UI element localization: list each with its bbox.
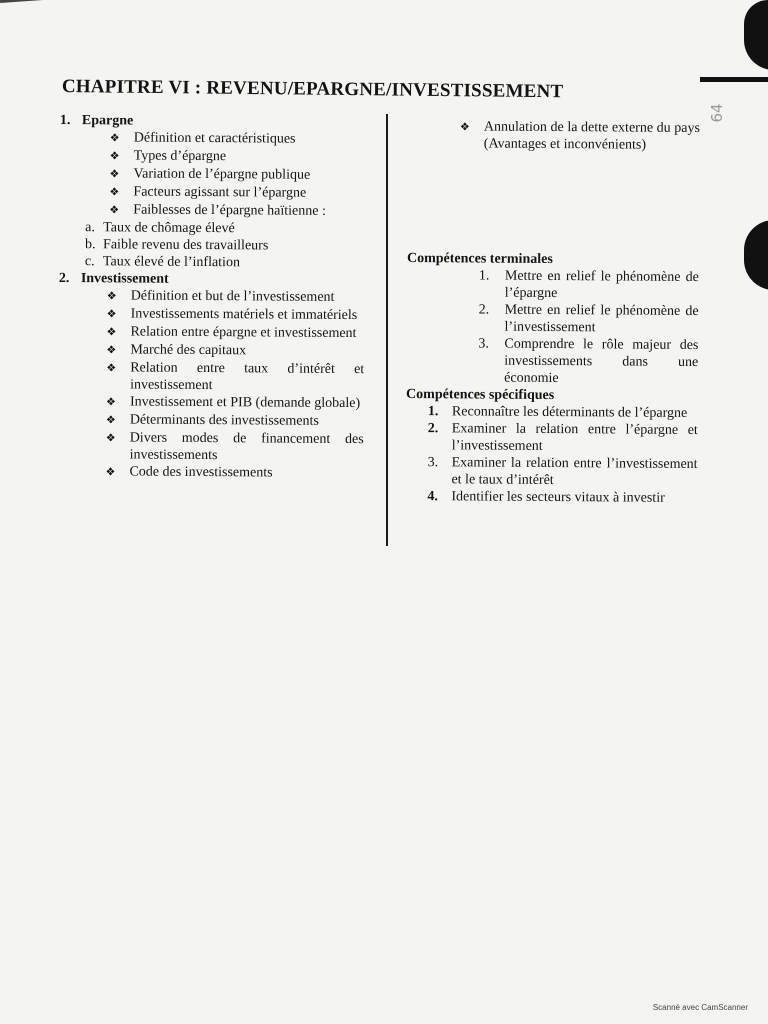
item-label: b. <box>85 237 96 253</box>
list-item-text: Code des investissements <box>129 464 273 481</box>
list-item-text: Marché des capitaux <box>130 342 247 359</box>
section-title: Investissement <box>80 271 169 287</box>
list-item-text: Définition et caractéristiques <box>133 130 296 147</box>
list-item-text: Divers modes de financement des investissements <box>129 430 364 464</box>
epargne-bullet-list <box>59 129 366 221</box>
list-item <box>428 420 698 456</box>
list-item-text: Reconnaître les déterminants de l’épargne <box>451 404 688 421</box>
list-item-text: Taux de chômage élevé <box>103 220 235 237</box>
section-title: Epargne <box>81 113 134 129</box>
list-item <box>106 429 364 465</box>
list-item <box>427 488 697 507</box>
list-item <box>105 463 363 483</box>
list-item <box>109 201 365 221</box>
item-number: 4. <box>427 489 438 505</box>
four-diamond-bullet-icon: ❖ <box>105 432 116 445</box>
list-item-text: Faible revenu des travailleurs <box>103 237 269 254</box>
four-diamond-bullet-icon: ❖ <box>109 150 120 163</box>
list-item-text: Mettre en relief le phénomène de l’investissement <box>504 302 699 336</box>
list-item <box>109 183 365 203</box>
list-item-text: Types d’épargne <box>133 148 227 165</box>
four-diamond-bullet-icon: ❖ <box>106 308 117 321</box>
list-item <box>478 335 698 388</box>
list-item <box>428 403 698 422</box>
list-item-text: Comprendre le rôle majeur des investissements dans une économie <box>504 336 699 387</box>
item-number: 2. <box>478 302 490 318</box>
page-number-stamp: 64 <box>708 103 726 123</box>
competences-terminales-heading: Compétences terminales <box>406 250 553 268</box>
list-item-text: Mettre en relief le phénomène de l’épargne <box>504 268 699 302</box>
list-item <box>110 147 366 167</box>
list-item <box>110 129 366 149</box>
list-item <box>479 267 699 303</box>
list-item <box>106 323 364 343</box>
list-item <box>107 305 365 325</box>
list-item <box>85 253 365 272</box>
list-item-text: Définition et but de l’investissement <box>130 288 335 305</box>
competences-terminales-list <box>406 267 699 388</box>
four-diamond-bullet-icon: ❖ <box>109 132 120 145</box>
four-diamond-bullet-icon: ❖ <box>106 362 117 375</box>
list-item <box>107 287 365 307</box>
list-item-text: Relation entre taux d’intérêt et investissement <box>130 360 365 394</box>
item-number: 2. <box>427 421 439 437</box>
four-diamond-bullet-icon: ❖ <box>106 344 117 357</box>
binder-hole-shadow-top <box>744 0 768 70</box>
section-number: 2. <box>58 270 70 287</box>
four-diamond-bullet-icon: ❖ <box>105 414 116 427</box>
item-number: 3. <box>478 336 489 352</box>
investissement-bullet-list <box>57 287 364 483</box>
list-item <box>106 393 364 413</box>
list-item-text: Taux élevé de l’inflation <box>102 254 241 271</box>
section-investissement-heading <box>59 270 365 289</box>
four-diamond-bullet-icon: ❖ <box>106 290 117 303</box>
faiblesses-lettered-list <box>59 219 365 272</box>
column-divider <box>386 114 388 546</box>
four-diamond-bullet-icon: ❖ <box>109 186 120 199</box>
list-item <box>85 236 365 255</box>
spacer <box>407 152 700 252</box>
item-label: c. <box>84 254 95 270</box>
list-item-text: Annulation de la dette externe du pays (Avantages et inconvénients) <box>483 119 700 153</box>
list-item <box>478 301 698 337</box>
list-item-text: Facteurs agissant sur l’épargne <box>133 184 307 201</box>
item-number: 3. <box>427 455 439 471</box>
four-diamond-bullet-icon: ❖ <box>106 326 117 339</box>
list-item-text: Investissement et PIB (demande globale) <box>129 394 361 412</box>
page-title: CHAPITRE VI : REVENU/EPARGNE/INVESTISSEMENT <box>61 76 564 103</box>
binder-hole-shadow-middle <box>744 220 768 290</box>
list-item <box>110 165 366 185</box>
list-item-text: Relation entre épargne et investissement <box>130 324 357 342</box>
four-diamond-bullet-icon: ❖ <box>105 396 116 409</box>
right-column <box>405 118 700 507</box>
list-item-text: Faiblesses de l’épargne haïtienne : <box>133 202 326 219</box>
list-item <box>106 411 364 431</box>
four-diamond-bullet-icon: ❖ <box>109 168 120 181</box>
competences-specifiques-list <box>405 403 698 507</box>
list-item-text: Examiner la relation entre l’investissement et le taux d’intérêt <box>451 455 698 489</box>
item-number: 1. <box>427 404 439 420</box>
section-epargne-heading <box>60 112 366 131</box>
four-diamond-bullet-icon: ❖ <box>109 204 120 217</box>
list-item <box>106 341 364 361</box>
list-item <box>106 359 364 395</box>
list-item-text: Déterminants des investissements <box>129 412 319 429</box>
item-label: a. <box>85 220 95 236</box>
list-item-text: Identifier les secteurs vitaux à investir <box>451 489 665 506</box>
list-item-text: Variation de l’épargne publique <box>133 166 311 183</box>
list-item <box>85 219 365 238</box>
left-column <box>57 112 366 483</box>
four-diamond-bullet-icon: ❖ <box>105 466 116 479</box>
four-diamond-bullet-icon: ❖ <box>459 121 470 134</box>
list-item-text: Examiner la relation entre l’épargne et l’investissement <box>451 421 698 454</box>
list-item <box>427 454 697 490</box>
competences-specifiques-heading: Compétences spécifiques <box>406 386 555 404</box>
list-item-text: Investissements matériels et immatériels <box>130 306 358 324</box>
header-rule <box>700 77 768 82</box>
list-item <box>408 118 700 154</box>
item-number: 1. <box>478 268 490 284</box>
scan-corner-mark <box>0 0 48 3</box>
section-number: 1. <box>59 112 71 129</box>
scanner-watermark: Scanné avec CamScanner <box>652 1003 748 1012</box>
